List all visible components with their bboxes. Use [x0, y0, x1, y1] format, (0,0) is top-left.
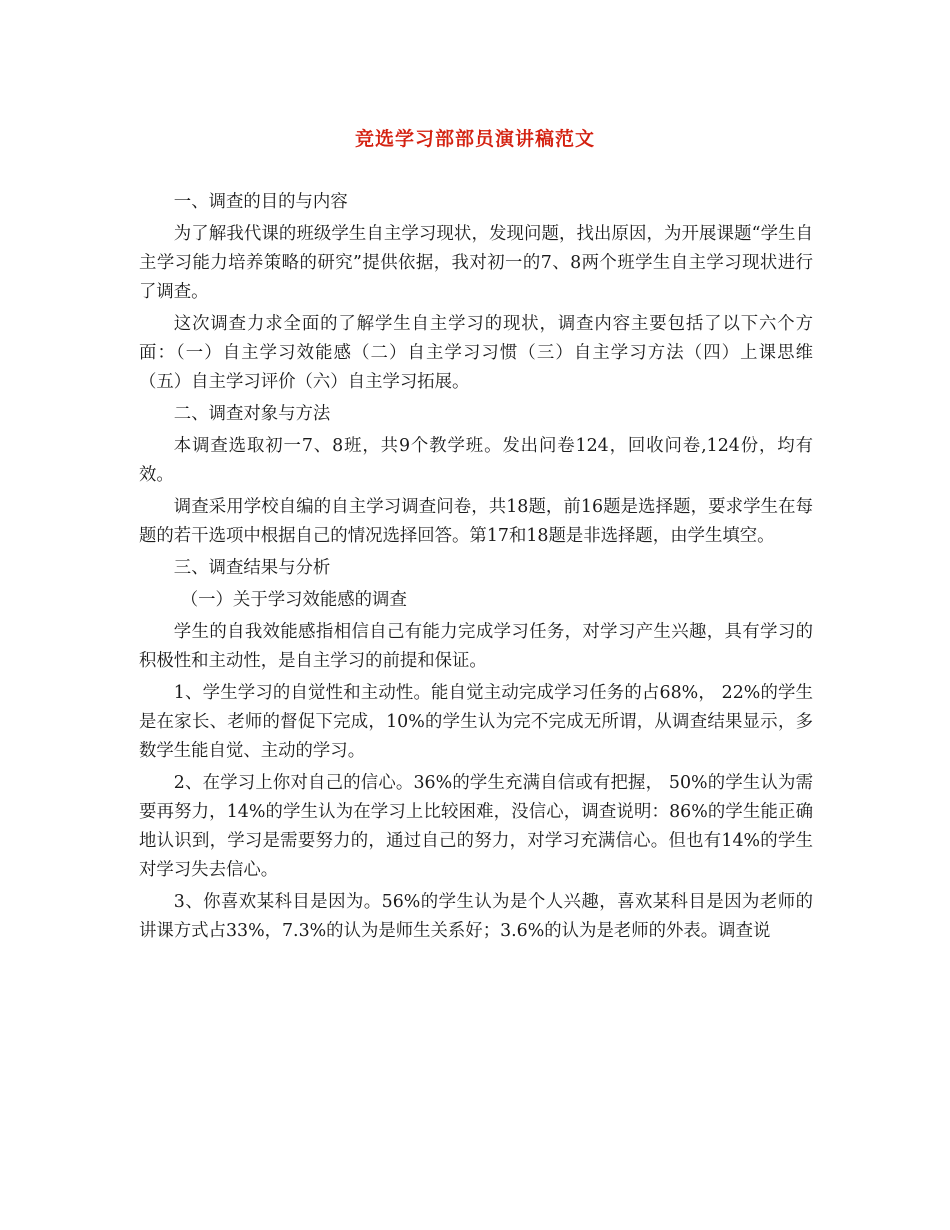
subsection-heading: （一）关于学习效能感的调查 — [180, 590, 407, 610]
paragraph: 1、学生学习的自觉性和主动性。能自觉主动完成学习任务的占68%， 22%的学生是在家长、老师的督促下完成，10%的学生认为完不完成无所谓，从调查结果显示，多数学生能自觉、主动的学习。 — [139, 683, 813, 761]
paragraph: 调查采用学校自编的自主学习调查问卷，共18题，前16题是选择题，要求学生在每题的若干选项中根据自己的情况选择回答。第17和18题是非选择题，由学生填空。 — [139, 497, 813, 546]
section-heading: 三、调查结果与分析 — [173, 558, 331, 578]
paragraph: 2、在学习上你对自己的信心。36%的学生充满自信或有把握， 50%的学生认为需要再努力，14%的学生认为在学习上比较困难，没信心，调查说明：86%的学生能正确地认识到，学习是需要努力的，通过自己的努力，对学习充满信心。但也有14%的学生对学习失去信心。 — [139, 773, 813, 880]
section-heading: 二、调查对象与方法 — [173, 404, 331, 424]
section-heading: 一、调查的目的与内容 — [173, 192, 348, 212]
paragraph: 为了解我代课的班级学生自主学习现状，发现问题，找出原因，为开展课题“学生自主学习能力培养策略的研究”提供依据，我对初一的7、8两个班学生自主学习现状进行了调查。 — [139, 224, 813, 302]
document-body — [139, 188, 813, 949]
document-title: 竞选学习部部员演讲稿范文 — [354, 128, 595, 150]
paragraph: 学生的自我效能感指相信自己有能力完成学习任务，对学习产生兴趣，具有学习的积极性和主动性，是自主学习的前提和保证。 — [139, 622, 813, 671]
paragraph: 3、你喜欢某科目是因为。56%的学生认为是个人兴趣，喜欢某科目是因为老师的讲课方式占33%，7.3%的认为是师生关系好；3.6%的认为是老师的外表。调查说 — [139, 892, 813, 941]
paragraph: 这次调查力求全面的了解学生自主学习的现状，调查内容主要包括了以下六个方面：（一）自主学习效能感（二）自主学习习惯（三）自主学习方法（四）上课思维（五）自主学习评价（六）自主学习拓展。 — [139, 314, 813, 392]
paragraph: 本调查选取初一7、8班，共9个教学班。发出问卷124，回收问卷,124份，均有效。 — [139, 436, 813, 485]
